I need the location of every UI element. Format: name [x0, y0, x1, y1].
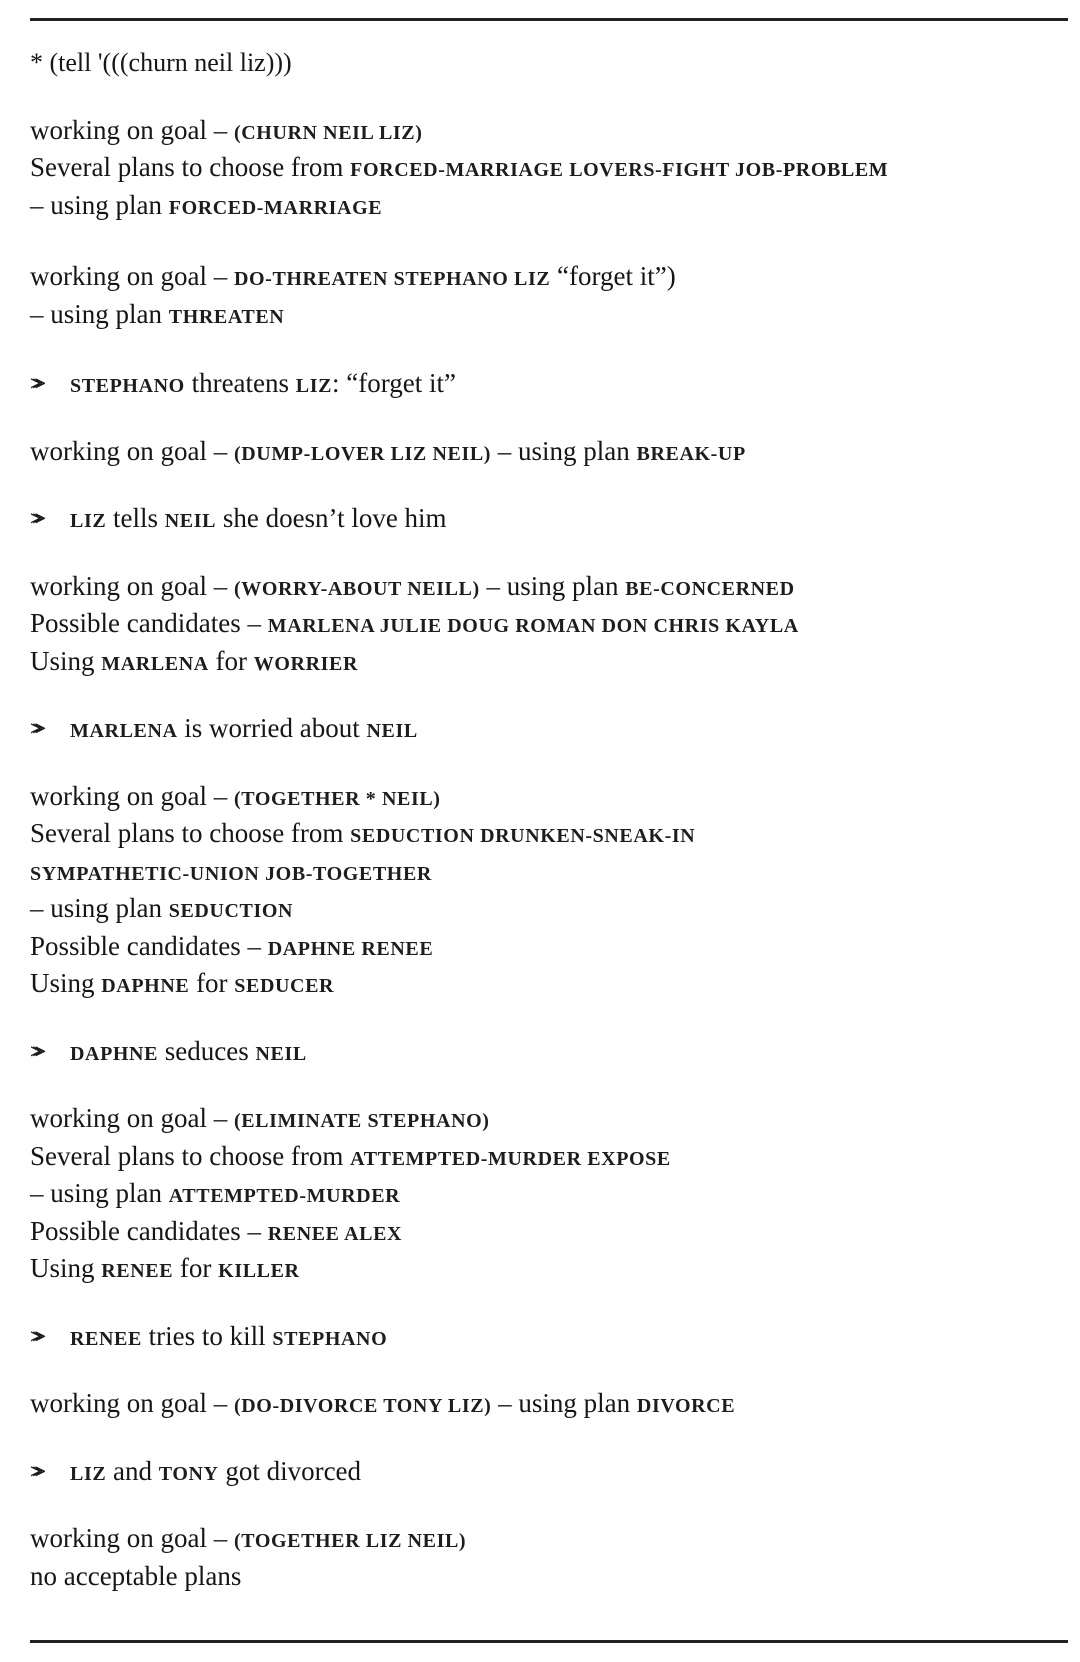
event-actor: RENEE: [70, 1327, 142, 1350]
candidates-list: MARLENA JULIE DOUG ROMAN DON CHRIS KAYLA: [267, 615, 799, 637]
goal-prefix: working on goal –: [30, 261, 234, 291]
event-target: NEIL: [366, 720, 418, 742]
using-candidate: MARLENA: [101, 652, 209, 675]
goal-block-6: [30, 1100, 1068, 1288]
goal-term: (DO-DIVORCE TONY LIZ): [233, 1395, 492, 1417]
goal-prefix: working on goal –: [30, 435, 234, 466]
using-role: KILLER: [218, 1260, 300, 1282]
using-plan-name: SEDUCTION: [168, 900, 294, 922]
goal-term: (WORRY-ABOUT NEILL): [233, 577, 480, 600]
event-line: [30, 1453, 1068, 1491]
using-plan-line: [30, 187, 1068, 225]
event-actor: DAPHNE: [70, 1042, 159, 1065]
using-role-line: [30, 643, 1068, 681]
event-block-5: [30, 1318, 1068, 1356]
candidates-line: [30, 605, 1068, 643]
goal-middle: – using plan: [491, 435, 637, 466]
plans-list: SEDUCTION DRUNKEN-SNEAK-IN: [350, 825, 696, 847]
goal-prefix: working on goal –: [30, 1388, 234, 1418]
event-marker-icon: >>>: [30, 373, 38, 395]
goal-block-5: [30, 778, 1068, 1003]
using-plan-name: THREATEN: [168, 305, 285, 328]
event-marker-icon: >>>: [30, 508, 38, 530]
event-target: NEIL: [164, 510, 217, 532]
using-plan-prefix: – using plan: [30, 1178, 169, 1208]
plans-line-continued: [30, 853, 1068, 891]
candidates-prefix: Possible candidates –: [30, 1215, 268, 1246]
event-actor: LIZ: [70, 1462, 107, 1485]
candidates-line: [30, 928, 1068, 966]
using-plan-name: ATTEMPTED-MURDER: [168, 1185, 401, 1207]
goal-term: (TOGETHER * NEIL): [233, 787, 441, 810]
using-role: WORRIER: [253, 652, 358, 675]
goal-block-8: [30, 1520, 1068, 1595]
goal-block-2: [30, 258, 1068, 333]
goal-term: (ELIMINATE STEPHANO): [233, 1110, 490, 1132]
event-text: seduces: [158, 1035, 256, 1066]
goal-prefix: working on goal –: [30, 570, 234, 601]
event-block-6: [30, 1453, 1068, 1491]
event-marker-icon: >>>: [30, 718, 38, 740]
event-line: [30, 1318, 1068, 1356]
goal-plan: DIVORCE: [636, 1395, 736, 1417]
goal-line: [30, 1100, 1068, 1138]
goal-block-4: [30, 568, 1068, 681]
plans-prefix: Several plans to choose from: [30, 1140, 351, 1171]
plans-list: FORCED-MARRIAGE LOVERS-FIGHT JOB-PROBLEM: [350, 159, 889, 181]
goal-term: (TOGETHER LIZ NEIL): [233, 1530, 467, 1552]
using-middle: for: [173, 1253, 219, 1283]
goal-line: [30, 1520, 1068, 1558]
event-target: TONY: [158, 1462, 219, 1485]
goal-plan: BE-CONCERNED: [625, 577, 795, 600]
goal-plan: BREAK-UP: [636, 442, 746, 465]
prompt-line: * (tell '(((churn neil liz))): [30, 48, 292, 77]
event-text: and: [106, 1455, 159, 1486]
event-marker-icon: >>>: [30, 1040, 38, 1063]
goal-middle: – using plan: [479, 570, 626, 601]
event-actor: STEPHANO: [70, 375, 185, 397]
plans-list: ATTEMPTED-MURDER EXPOSE: [350, 1147, 671, 1170]
using-plan-name: FORCED-MARRIAGE: [168, 196, 383, 219]
event-actor: LIZ: [70, 510, 107, 532]
goal-prefix: working on goal –: [30, 780, 234, 811]
event-tail: : “forget it”: [332, 368, 456, 398]
goal-block-7: [30, 1385, 1068, 1423]
plans-prefix: Several plans to choose from: [30, 818, 351, 848]
goal-prefix: working on goal –: [30, 114, 234, 145]
goal-line: [30, 258, 1068, 296]
goal-term: (CHURN NEIL LIZ): [233, 121, 423, 144]
event-actor: MARLENA: [70, 720, 178, 742]
bottom-rule: [30, 1640, 1068, 1643]
event-block-1: [30, 365, 1068, 403]
event-block-3: [30, 710, 1068, 748]
goal-term: (DUMP-LOVER LIZ NEIL): [233, 442, 492, 465]
event-block-4: [30, 1033, 1068, 1071]
using-plan-prefix: – using plan: [30, 893, 169, 923]
prompt-block: [30, 44, 1068, 82]
goal-line: [30, 778, 1068, 816]
event-line: [30, 365, 1068, 403]
goal-suffix: “forget it”): [550, 261, 676, 291]
plans-line: [30, 1138, 1068, 1176]
event-text: threatens: [184, 368, 296, 398]
using-role: SEDUCER: [234, 975, 335, 997]
event-text: tries to kill: [141, 1320, 273, 1351]
no-plans-line: no acceptable plans: [30, 1560, 242, 1591]
candidates-prefix: Possible candidates –: [30, 930, 268, 961]
using-plan-line: [30, 1175, 1068, 1213]
plans-line: [30, 815, 1068, 853]
event-marker-icon: >>>: [30, 1325, 38, 1348]
goal-prefix: working on goal –: [30, 1523, 234, 1553]
goal-line: [30, 1385, 1068, 1423]
using-middle: for: [208, 645, 254, 676]
using-candidate: RENEE: [101, 1260, 174, 1282]
goal-block-1: [30, 112, 1068, 225]
event-text: tells: [106, 503, 165, 533]
candidates-list: DAPHNE RENEE: [267, 937, 434, 960]
using-middle: for: [189, 968, 235, 998]
event-marker-icon: >>>: [30, 1460, 38, 1483]
event-line: [30, 500, 1068, 538]
candidates-prefix: Possible candidates –: [30, 608, 268, 638]
goal-line: [30, 433, 1068, 471]
goal-line: [30, 112, 1068, 150]
goal-line: [30, 568, 1068, 606]
event-target: NEIL: [255, 1042, 307, 1065]
event-tail: she doesn’t love him: [216, 503, 447, 533]
goal-middle: – using plan: [491, 1388, 637, 1418]
using-plan-prefix: – using plan: [30, 189, 169, 220]
top-rule: [30, 18, 1068, 21]
using-plan-line: [30, 296, 1068, 334]
goal-block-3: [30, 433, 1068, 471]
event-line: [30, 710, 1068, 748]
goal-prefix: working on goal –: [30, 1103, 234, 1133]
using-candidate: DAPHNE: [101, 975, 190, 997]
document-body: [30, 44, 1068, 1595]
using-plan-prefix: – using plan: [30, 298, 169, 329]
candidates-list: RENEE ALEX: [267, 1222, 403, 1245]
using-prefix: Using: [30, 968, 102, 998]
event-line: [30, 1033, 1068, 1071]
event-text: is worried about: [177, 713, 367, 743]
event-tail: got divorced: [218, 1455, 362, 1486]
candidates-line: [30, 1213, 1068, 1251]
plans-line: [30, 149, 1068, 187]
event-target: STEPHANO: [272, 1327, 388, 1350]
using-role-line: [30, 1250, 1068, 1288]
using-prefix: Using: [30, 645, 102, 676]
plans-list: SYMPATHETIC-UNION JOB-TOGETHER: [30, 862, 432, 885]
plans-prefix: Several plans to choose from: [30, 152, 351, 182]
event-target: LIZ: [295, 375, 333, 397]
event-block-2: [30, 500, 1068, 538]
using-prefix: Using: [30, 1253, 102, 1283]
using-plan-line: [30, 890, 1068, 928]
using-role-line: [30, 965, 1068, 1003]
goal-term: DO-THREATEN STEPHANO LIZ: [233, 268, 551, 290]
